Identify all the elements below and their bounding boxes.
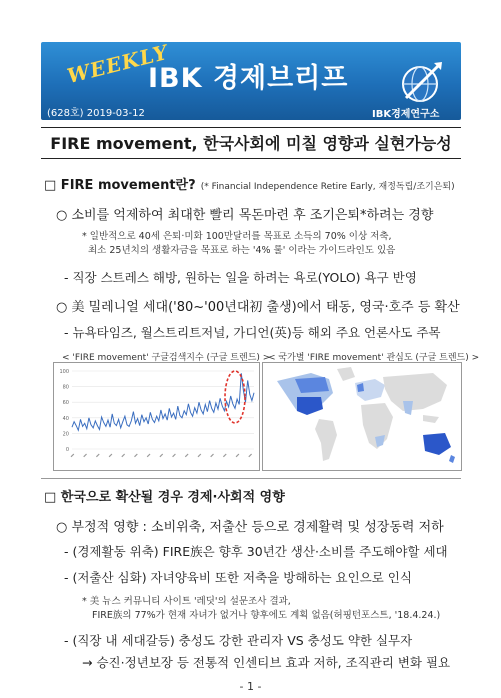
x-tick-mark [109, 454, 113, 458]
title-rule-bottom [41, 158, 461, 159]
left-chart-caption: < 'FIRE movement' 구글검색지수 (구글 트렌드) > [62, 353, 271, 363]
chart-x-ticks [71, 454, 252, 458]
section2-sub2-note2: FIRE族의 77%가 현재 자녀가 없거나 향후에도 계획 없음(허핑턴포스트, '18.4.24.) [92, 610, 441, 621]
trend-series-line [72, 373, 254, 430]
section2-heading: □ 한국으로 확산될 경우 경제·사회적 영향 [44, 490, 285, 505]
y-tick-label: 0 [65, 447, 69, 453]
weekly-label: WEEKLY [64, 39, 171, 89]
y-tick-label: 100 [59, 369, 69, 375]
issue-meta [47, 104, 145, 119]
section2-sub3-detail: → 승진·정년보장 등 전통적 인센티브 효과 저하, 조직관리 변화 필요 [82, 655, 451, 670]
x-tick-mark [210, 454, 214, 458]
x-tick-mark [134, 454, 138, 458]
y-tick-label: 40 [62, 415, 69, 422]
y-tick-label: 60 [62, 400, 69, 407]
x-tick-mark [96, 454, 100, 458]
x-tick-mark [248, 454, 252, 458]
section2-sub1: - (경제활동 위축) FIRE族은 향후 30년간 생산·소비를 주도해야할 세대 [64, 544, 448, 559]
page-number: - 1 - [239, 680, 262, 693]
map-canada [295, 377, 329, 393]
x-tick-mark [121, 454, 125, 458]
page-title: FIRE movement, 한국사회에 미칠 영향과 실현가능성 [50, 134, 452, 153]
section1-bullet1-note2: 최소 25년치의 생활자금을 목표로 하는 '4% 룰' 이라는 가이드라인도 있음 [88, 245, 396, 256]
chart-y-ticks [59, 369, 69, 453]
section1-heading-row [44, 174, 455, 193]
issue-number: (628호) [47, 108, 84, 119]
globe-icon [394, 58, 450, 104]
section2-sub2-note1: * 美 뉴스 커뮤니티 사이트 '레딧'의 설문조사 결과, [82, 596, 291, 607]
y-tick-label: 80 [62, 384, 69, 391]
x-tick-mark [198, 454, 202, 458]
y-tick-label: 20 [62, 431, 69, 438]
x-tick-mark [83, 454, 87, 458]
world-interest-map [262, 362, 462, 471]
x-tick-mark [185, 454, 189, 458]
search-trend-chart [53, 362, 260, 471]
x-tick-mark [172, 454, 176, 458]
section1-bullet2-sub: - 뉴욕타임즈, 월스트리트저널, 가디언(英)등 해외 주요 언론사도 주목 [64, 325, 441, 340]
section2-sub2: - (저출산 심화) 자녀양육비 또한 저축을 방해하는 요인으로 인식 [64, 570, 412, 585]
x-tick-mark [147, 454, 151, 458]
org-name: IBK경제연구소 [372, 109, 440, 120]
section1-heading-note: (* Financial Independence Retire Early, 재정독립/조기은퇴) [200, 182, 455, 192]
x-tick-mark [223, 454, 227, 458]
section1-bullet1-sub: - 직장 스트레스 해방, 원하는 일을 하려는 욕로(YOLO) 욕구 반영 [64, 270, 417, 285]
section1-bullet1-note1: * 일반적으로 40세 은퇴·미화 100만달러를 목표로 소득의 70% 이상 저축, [82, 231, 392, 242]
section1-heading: □ FIRE movement란? [44, 178, 196, 193]
title-rule-top [41, 127, 461, 128]
x-tick-mark [159, 454, 163, 458]
right-chart-caption: < 국가별 'FIRE movement' 관심도 (구글 트렌드) > [268, 353, 480, 363]
issue-date: 2019-03-12 [86, 108, 145, 119]
x-tick-mark [71, 454, 75, 458]
section1-bullet2: ○ 美 밀레니얼 세대('80~'00년대初 출생)에서 태동, 영국·호주 등 확산 [56, 300, 460, 315]
section-divider [41, 478, 461, 479]
section2-bullet1: ○ 부정적 영향 : 소비위축, 저출산 등으로 경제활력 및 성장동력 저하 [56, 520, 444, 535]
brand-title: IBK 경제브리프 [148, 63, 349, 94]
section2-sub3: - (직장 내 세대갈등) 충성도 강한 관리자 VS 충성도 약한 실무자 [64, 633, 413, 648]
x-tick-mark [236, 454, 240, 458]
section1-bullet1: ○ 소비를 억제하여 최대한 빨리 목돈마련 후 조기은퇴*하려는 경향 [56, 208, 434, 223]
